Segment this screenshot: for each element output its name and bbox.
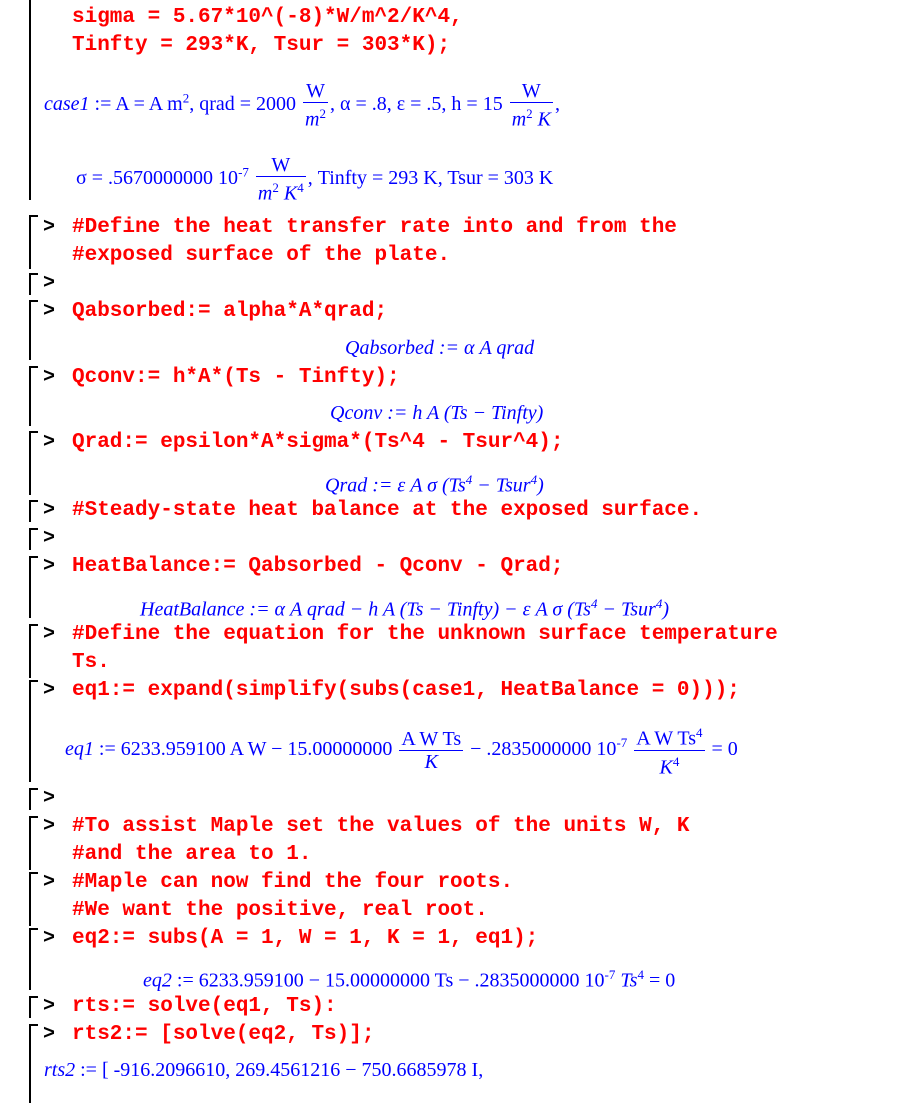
- command-line[interactable]: #Define the equation for the unknown surface temperature: [72, 623, 778, 646]
- command-line[interactable]: #Steady-state heat balance at the exposed surface.: [72, 499, 703, 522]
- group-bracket[interactable]: [29, 996, 38, 1018]
- command-line[interactable]: Tinfty = 293*K, Tsur = 303*K);: [72, 34, 451, 57]
- group-bracket[interactable]: [29, 1024, 38, 1103]
- command-line[interactable]: Qabsorbed:= alpha*A*qrad;: [72, 300, 388, 323]
- group-bracket[interactable]: [29, 680, 38, 782]
- case1-output: case1 := A = A $m^2$, qrad = 2000 $\frac{W}{m^2}$ , α = .8, ε = .5, h = 15 $\frac{W}{m^2 K}$ ,: [44, 80, 560, 131]
- case1-output-line2: σ = .5670000000 $10^{-7}$ $\frac{W}{m^2 K^4}$ , Tinfty = 293 K, Tsur = 303 K: [76, 154, 554, 205]
- command-line[interactable]: #Define the heat transfer rate into and from the: [72, 216, 677, 239]
- group-bracket[interactable]: [29, 816, 38, 870]
- group-bracket[interactable]: [29, 431, 38, 495]
- prompt: >: [43, 499, 56, 522]
- group-bracket[interactable]: [29, 366, 38, 426]
- command-line[interactable]: sigma = 5.67*10^(-8)*W/m^2/K^4,: [72, 6, 463, 29]
- command-line[interactable]: #We want the positive, real root.: [72, 899, 488, 922]
- group-bracket[interactable]: [29, 556, 38, 618]
- prompt: >: [43, 927, 56, 950]
- group-bracket[interactable]: [29, 788, 38, 810]
- rts2-output: rts2 := [ -916.2096610, 269.4561216 − 750.6685978 I,: [44, 1059, 484, 1081]
- prompt: >: [43, 815, 56, 838]
- eq1-output: eq1 := 6233.959100 A W − 15.00000000 $\frac{\text{A W Ts}}{K}$ − .2835000000 $10^{-7}$ $\frac{A W Ts^4}{K^4}$ = 0: [65, 722, 738, 778]
- command-line[interactable]: Qrad:= epsilon*A*sigma*(Ts^4 - Tsur^4);: [72, 431, 564, 454]
- qconv-output: Qconv := h A (Ts − Tinfty): [330, 402, 544, 424]
- group-bracket[interactable]: [29, 528, 38, 550]
- command-line[interactable]: #exposed surface of the plate.: [72, 244, 451, 267]
- command-line[interactable]: eq1:= expand(simplify(subs(case1, HeatBalance = 0)));: [72, 679, 740, 702]
- prompt: >: [43, 555, 56, 578]
- command-line[interactable]: Ts.: [72, 651, 110, 674]
- prompt: >: [43, 787, 56, 810]
- qrad-output: Qrad := ε A σ ($Ts^4$ − Tsur$^4$): [325, 472, 544, 497]
- command-line[interactable]: eq2:= subs(A = 1, W = 1, K = 1, eq1);: [72, 927, 539, 950]
- prompt: >: [43, 1023, 56, 1046]
- command-line[interactable]: #and the area to 1.: [72, 843, 312, 866]
- command-line[interactable]: HeatBalance:= Qabsorbed - Qconv - Qrad;: [72, 555, 564, 578]
- group-bracket[interactable]: [29, 215, 38, 269]
- prompt: >: [43, 995, 56, 1018]
- group-bracket[interactable]: [29, 624, 38, 678]
- prompt: >: [43, 431, 56, 454]
- prompt: >: [43, 527, 56, 550]
- group-bracket[interactable]: [29, 273, 38, 295]
- group-bracket[interactable]: [29, 0, 31, 200]
- command-line[interactable]: Qconv:= h*A*(Ts - Tinfty);: [72, 366, 400, 389]
- heatbalance-output: HeatBalance := α A qrad − h A (Ts − Tinfty) − ε A σ ($Ts^4$ − Tsur$^4$): [140, 596, 669, 621]
- command-line[interactable]: #Maple can now find the four roots.: [72, 871, 514, 894]
- prompt: >: [43, 623, 56, 646]
- prompt: >: [43, 300, 56, 323]
- group-bracket[interactable]: [29, 300, 38, 360]
- qabsorbed-output: Qabsorbed := α A qrad: [345, 337, 535, 359]
- prompt: >: [43, 272, 56, 295]
- prompt: >: [43, 871, 56, 894]
- command-line[interactable]: #To assist Maple set the values of the units W, K: [72, 815, 690, 838]
- group-bracket[interactable]: [29, 872, 38, 926]
- eq2-output: eq2 := 6233.959100 − 15.00000000 Ts − .2835000000 $10^{-7}$ $Ts^4 = 0$: [143, 967, 676, 992]
- group-bracket[interactable]: [29, 928, 38, 990]
- prompt: >: [43, 216, 56, 239]
- group-bracket[interactable]: [29, 500, 38, 522]
- command-line[interactable]: rts:= solve(eq1, Ts):: [72, 995, 337, 1018]
- prompt: >: [43, 366, 56, 389]
- command-line[interactable]: rts2:= [solve(eq2, Ts)];: [72, 1023, 375, 1046]
- prompt: >: [43, 679, 56, 702]
